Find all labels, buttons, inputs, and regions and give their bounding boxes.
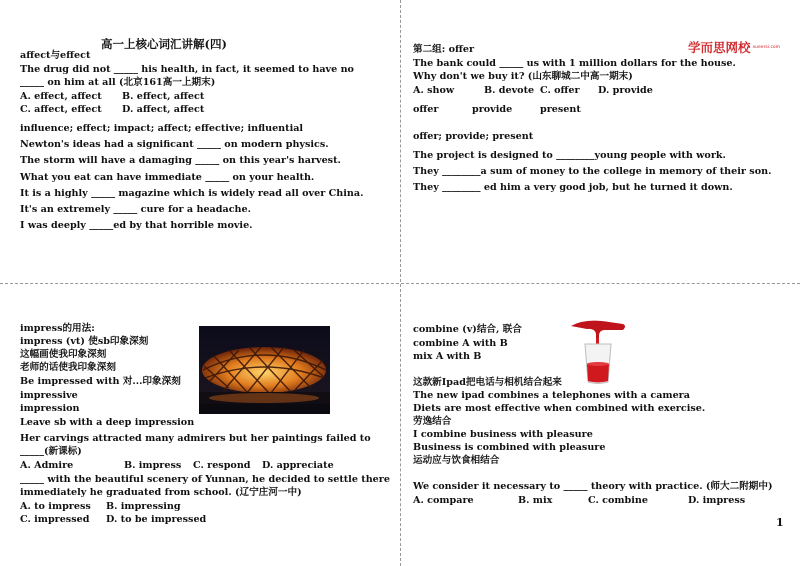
example-zh: 运动应与饮食相结合 (413, 455, 500, 466)
option-c: C. affect, effect (20, 104, 102, 115)
option-a: A. show (413, 85, 455, 96)
option-d: D. impress (688, 495, 746, 506)
word-form: impression (20, 403, 80, 414)
liquid-pour-glass-photo (565, 318, 637, 386)
option-b: B. mix (518, 495, 553, 506)
option-a: A. compare (413, 495, 474, 506)
section-heading: combine (v)结合, 联合 (413, 324, 522, 335)
option-d: D. affect, affect (122, 104, 205, 115)
exercise-line: What you eat can have immediate _____ on your health. (20, 172, 315, 183)
phrase: combine A with B (413, 338, 508, 349)
option-a: A. effect, affect (20, 91, 102, 102)
option-b: B. devote (484, 85, 535, 96)
example-zh: 老师的话使我印象深刻 (20, 362, 116, 373)
option-a: A. Admire (20, 460, 74, 471)
example-en: I combine business with pleasure (413, 429, 593, 440)
question-text: _____(新课标) (20, 446, 82, 457)
question-text: Why don't we buy it? (山东聊城二中高一期末) (413, 71, 633, 82)
section-heading: affect与effect (20, 50, 91, 61)
exercise-line: The project is designed to ________young people with work. (413, 150, 726, 161)
question-text: We consider it necessary to _____ theory with practice. (师大二附期中) (413, 481, 773, 492)
section-heading: 第二组: offer (413, 44, 475, 55)
slide-title: 高一上核心词汇讲解(四) (101, 37, 227, 51)
birds-nest-stadium-photo (199, 326, 330, 414)
word-item: offer (413, 104, 439, 115)
exercise-line: It is a highly _____ magazine which is widely read all over China. (20, 188, 364, 199)
option-c: C. combine (588, 495, 648, 506)
option-c: C. offer (540, 85, 580, 96)
exercise-line: I was deeply _____ed by that horrible movie. (20, 220, 253, 231)
definition: impress (vt) 使sb印象深刻 (20, 336, 149, 347)
option-b: B. impressing (106, 501, 181, 512)
exercise-line: It's an extremely _____ cure for a headache. (20, 204, 251, 215)
question-text: _____ on him at all (北京161高一上期末) (20, 77, 216, 88)
section-heading: impress的用法: (20, 323, 95, 334)
example-zh: 这款新Ipad把电话与相机结合起来 (413, 377, 562, 388)
logo-main-text: 学而思网校 (688, 40, 751, 55)
option-d: D. provide (598, 85, 653, 96)
word-list: influence; effect; impact; affect; effective; influential (20, 123, 304, 134)
brand-logo (688, 37, 780, 56)
word-form: impressive (20, 390, 78, 401)
option-b: B. impress (124, 460, 182, 471)
logo-sub-text: xueersi.com (752, 45, 781, 50)
example-en: The new ipad combines a telephones with a camera (413, 390, 690, 401)
option-c: C. impressed (20, 514, 90, 525)
example-zh: 劳逸结合 (413, 416, 452, 427)
option-c: C. respond (193, 460, 251, 471)
exercise-line: Newton's ideas had a significant _____ on modern physics. (20, 139, 329, 150)
question-text: immediately he graduated from school. (辽宁庄河一中) (20, 487, 302, 498)
page-number: 1 (776, 516, 784, 529)
question-text: The drug did not _____ his health, in fact, it seemed to have no (20, 64, 354, 75)
word-item: present (540, 104, 581, 115)
exercise-line: They ________a sum of money to the college in memory of their son. (413, 166, 772, 177)
exercise-line: The storm will have a damaging _____ on this year's harvest. (20, 155, 341, 166)
example-zh: 这幅画使我印象深刻 (20, 349, 107, 360)
word-item: provide (472, 104, 513, 115)
question-text: The bank could _____ us with 1 million dollars for the house. (413, 58, 736, 69)
exercise-line: They ________ ed him a very good job, but he turned it down. (413, 182, 733, 193)
horizontal-divider (0, 283, 800, 284)
example-en: Business is combined with pleasure (413, 442, 606, 453)
option-d: D. appreciate (262, 460, 334, 471)
question-text: _____ with the beautiful scenery of Yunnan, he decided to settle there (20, 474, 390, 485)
question-text: Her carvings attracted many admirers but her paintings failed to (20, 433, 371, 444)
example-en: Diets are most effective when combined with exercise. (413, 403, 706, 414)
option-d: D. to be impressed (106, 514, 207, 525)
word-list: offer; provide; present (413, 131, 534, 142)
option-b: B. effect, affect (122, 91, 205, 102)
option-a: A. to impress (20, 501, 91, 512)
phrase: mix A with B (413, 351, 482, 362)
phrase: Be impressed with 对...印象深刻 (20, 376, 181, 387)
phrase: Leave sb with a deep impression (20, 417, 195, 428)
